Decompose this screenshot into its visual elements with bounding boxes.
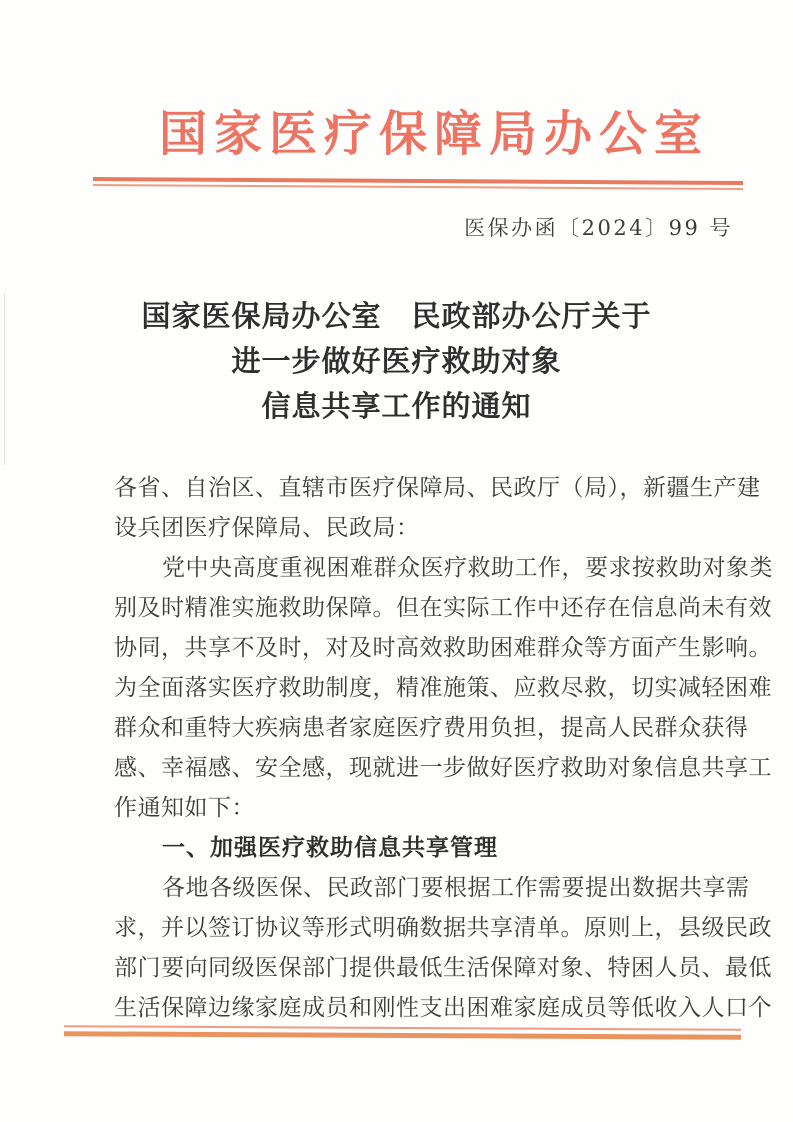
body-text-line: 为全面落实医疗救助制度，精准施策、应救尽救，切实减轻困难 [114,675,772,701]
body-text-line: 群众和重特大疾病患者家庭医疗费用负担，提高人民群众获得 [114,715,749,741]
body-text-line: 生活保障边缘家庭成员和刚性支出困难家庭成员等低收入人口个 [114,995,772,1021]
body-text-line: 别及时精准实施救助保障。但在实际工作中还存在信息尚未有效 [114,595,772,621]
body-text-line: 设兵团医疗保障局、民政局： [114,515,420,541]
body-text-line: 各地各级医保、民政部门要根据工作需要提出数据共享需 [162,875,750,901]
body-text-line: 党中央高度重视困难群众医疗救助工作，要求按救助对象类 [162,555,773,581]
document-title-line-1: 国家医保局办公室 民政部办公厅关于 [141,299,652,333]
letterhead-agency-name: 国家医疗保障局办公室 [158,106,709,162]
body-text-line: 各省、自治区、直辖市医疗保障局、民政厅（局），新疆生产建 [114,475,761,501]
body-text-line: 协同，共享不及时，对及时高效救助困难群众等方面产生影响。 [114,635,772,661]
document-title-line-3: 信息共享工作的通知 [261,389,532,423]
footer-divider-line [64,1025,741,1040]
document-body [114,468,773,1028]
section-heading: 一、加强医疗救助信息共享管理 [162,835,498,861]
document-title [0,294,793,429]
document-reference-number: 医保办函〔2024〕99 号 [464,216,733,240]
body-text-line: 作通知如下： [114,795,255,821]
body-text-line: 感、幸福感、安全感，现就进一步做好医疗救助对象信息共享工 [114,755,772,781]
letterhead-divider-line [93,177,743,190]
body-text-line: 求，并以签订协议等形式明确数据共享清单。原则上，县级民政 [114,915,772,941]
document-title-line-2: 进一步做好医疗救助对象 [231,344,562,378]
body-text-line: 部门要向同级医保部门提供最低生活保障对象、特困人员、最低 [114,955,772,981]
